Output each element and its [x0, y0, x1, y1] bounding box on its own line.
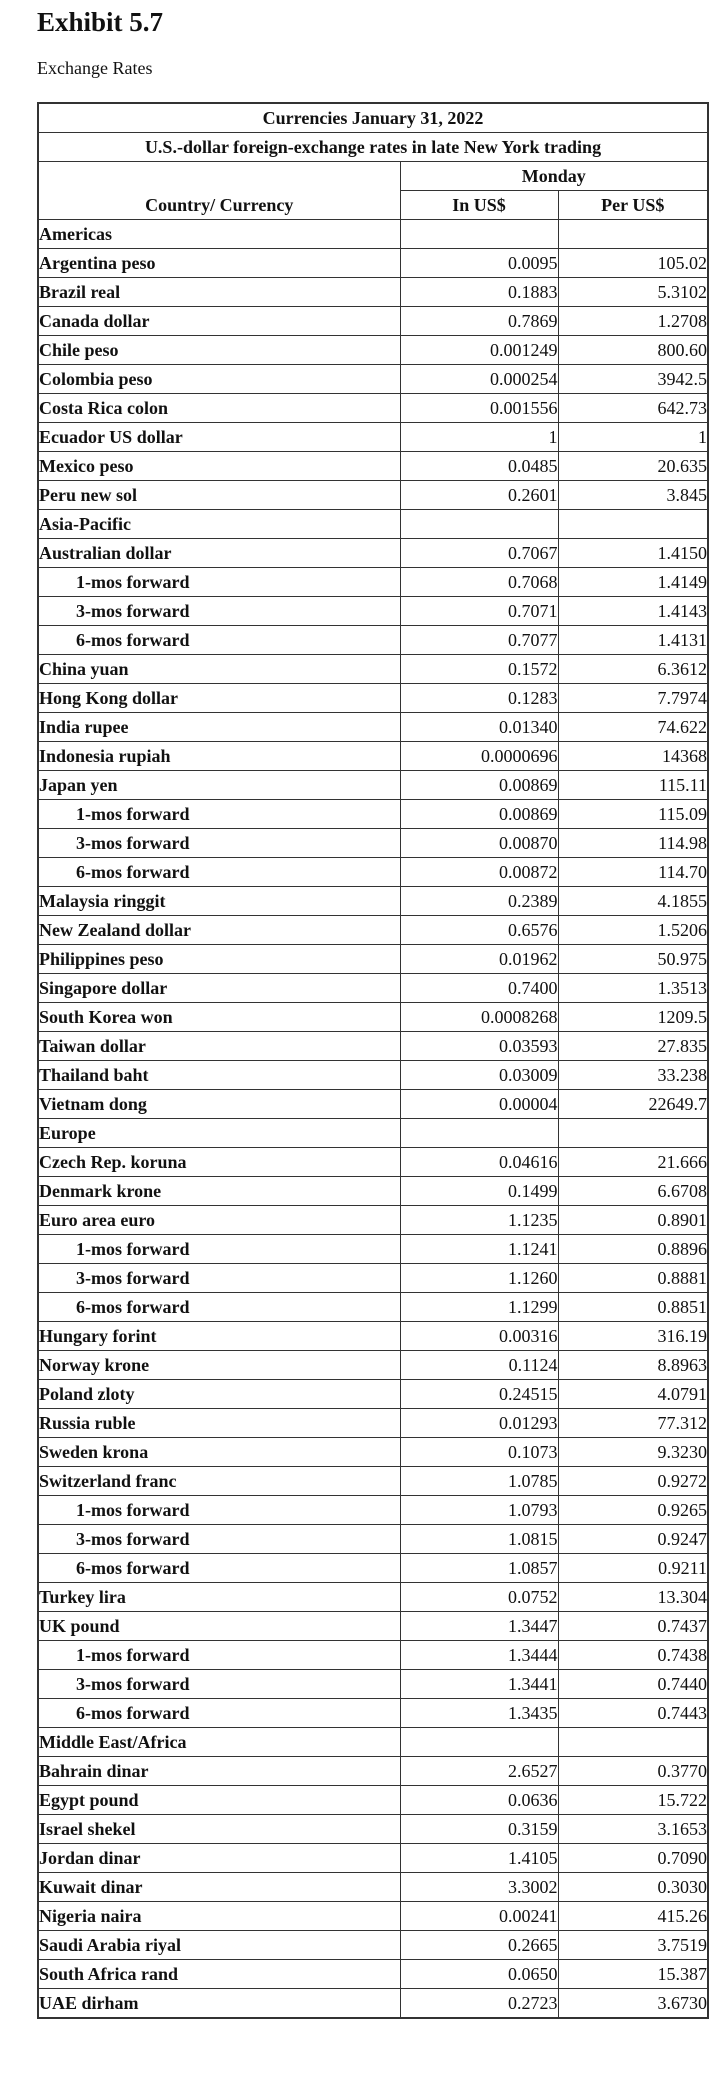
forward-rate-row	[38, 626, 708, 655]
currency-name: Colombia peso	[38, 365, 400, 394]
rate-per-usd: 50.975	[558, 945, 708, 974]
currency-row	[38, 887, 708, 916]
currency-name: Switzerland franc	[38, 1467, 400, 1496]
rate-per-usd: 0.7440	[558, 1670, 708, 1699]
rate-in-usd: 0.2723	[400, 1989, 558, 2019]
currency-name: Peru new sol	[38, 481, 400, 510]
currency-name: Egypt pound	[38, 1786, 400, 1815]
column-group-monday: Monday	[400, 162, 708, 191]
currency-name: Vietnam dong	[38, 1090, 400, 1119]
rate-in-usd: 0.7071	[400, 597, 558, 626]
rate-per-usd: 0.8851	[558, 1293, 708, 1322]
rate-in-usd: 0.01340	[400, 713, 558, 742]
currency-name: 3-mos forward	[38, 1525, 400, 1554]
rate-in-usd: 0.1499	[400, 1177, 558, 1206]
rate-per-usd: 114.70	[558, 858, 708, 887]
currency-name: Indonesia rupiah	[38, 742, 400, 771]
currency-name: Hungary forint	[38, 1322, 400, 1351]
region-label: Americas	[38, 220, 400, 249]
rate-per-usd: 0.9265	[558, 1496, 708, 1525]
rate-per-usd: 7.7974	[558, 684, 708, 713]
forward-rate-row	[38, 1554, 708, 1583]
rate-per-usd: 1.4150	[558, 539, 708, 568]
currency-name: 3-mos forward	[38, 597, 400, 626]
rate-in-usd: 1.0793	[400, 1496, 558, 1525]
rate-in-usd: 0.0650	[400, 1960, 558, 1989]
currency-row	[38, 974, 708, 1003]
rate-in-usd: 0.0095	[400, 249, 558, 278]
currency-row	[38, 1931, 708, 1960]
currency-row	[38, 1148, 708, 1177]
rate-per-usd: 0.7090	[558, 1844, 708, 1873]
rate-in-usd: 0.00316	[400, 1322, 558, 1351]
rate-in-usd: 0.00870	[400, 829, 558, 858]
rate-per-usd: 800.60	[558, 336, 708, 365]
rate-in-usd: 0.1883	[400, 278, 558, 307]
region-row	[38, 1119, 708, 1148]
currency-row	[38, 423, 708, 452]
rate-per-usd: 0.3770	[558, 1757, 708, 1786]
currency-name: 1-mos forward	[38, 1496, 400, 1525]
rate-per-usd: 1	[558, 423, 708, 452]
currency-row	[38, 1177, 708, 1206]
rate-per-usd: 642.73	[558, 394, 708, 423]
currency-name: Argentina peso	[38, 249, 400, 278]
rate-in-usd: 0.01962	[400, 945, 558, 974]
forward-rate-row	[38, 1525, 708, 1554]
region-row	[38, 1728, 708, 1757]
region-label: Europe	[38, 1119, 400, 1148]
currency-row	[38, 1989, 708, 2019]
forward-rate-row	[38, 1670, 708, 1699]
rate-in-usd: 0.1073	[400, 1438, 558, 1467]
rate-in-usd: 0.00241	[400, 1902, 558, 1931]
currency-name: Euro area euro	[38, 1206, 400, 1235]
rate-in-usd: 0.24515	[400, 1380, 558, 1409]
empty-cell	[400, 1728, 558, 1757]
rate-per-usd: 0.9272	[558, 1467, 708, 1496]
currency-row	[38, 452, 708, 481]
rate-per-usd: 1.3513	[558, 974, 708, 1003]
rate-in-usd: 0.01293	[400, 1409, 558, 1438]
currency-name: Bahrain dinar	[38, 1757, 400, 1786]
rate-per-usd: 77.312	[558, 1409, 708, 1438]
column-header-country: Country/ Currency	[38, 162, 400, 220]
rate-in-usd: 1.3441	[400, 1670, 558, 1699]
rate-in-usd: 0.001556	[400, 394, 558, 423]
rate-in-usd: 0.7869	[400, 307, 558, 336]
rate-per-usd: 0.8896	[558, 1235, 708, 1264]
currency-name: Hong Kong dollar	[38, 684, 400, 713]
forward-rate-row	[38, 1496, 708, 1525]
currency-row	[38, 278, 708, 307]
rate-in-usd: 0.0636	[400, 1786, 558, 1815]
rate-in-usd: 3.3002	[400, 1873, 558, 1902]
currency-name: Taiwan dollar	[38, 1032, 400, 1061]
subcaption-row	[38, 133, 708, 162]
currency-name: 6-mos forward	[38, 1699, 400, 1728]
rate-per-usd: 1.4143	[558, 597, 708, 626]
rate-per-usd: 0.8901	[558, 1206, 708, 1235]
rate-per-usd: 4.0791	[558, 1380, 708, 1409]
currency-name: 3-mos forward	[38, 1264, 400, 1293]
currency-row	[38, 1873, 708, 1902]
region-row	[38, 510, 708, 539]
currency-name: Japan yen	[38, 771, 400, 800]
exhibit-subtitle: Exchange Rates	[37, 58, 153, 78]
rate-per-usd: 0.7437	[558, 1612, 708, 1641]
region-row	[38, 220, 708, 249]
currency-row	[38, 539, 708, 568]
rate-in-usd: 0.00872	[400, 858, 558, 887]
rate-per-usd: 0.9211	[558, 1554, 708, 1583]
rate-per-usd: 8.8963	[558, 1351, 708, 1380]
rate-in-usd: 1.3444	[400, 1641, 558, 1670]
rate-per-usd: 1.5206	[558, 916, 708, 945]
rate-in-usd: 1.1260	[400, 1264, 558, 1293]
currency-row	[38, 365, 708, 394]
rate-in-usd: 0.1283	[400, 684, 558, 713]
rate-in-usd: 0.7077	[400, 626, 558, 655]
forward-rate-row	[38, 568, 708, 597]
forward-rate-row	[38, 1264, 708, 1293]
rate-per-usd: 33.238	[558, 1061, 708, 1090]
currency-row	[38, 916, 708, 945]
currency-row	[38, 1061, 708, 1090]
rate-in-usd: 0.0000696	[400, 742, 558, 771]
currency-name: Thailand baht	[38, 1061, 400, 1090]
rate-per-usd: 15.722	[558, 1786, 708, 1815]
rate-in-usd: 0.7068	[400, 568, 558, 597]
forward-rate-row	[38, 1293, 708, 1322]
rate-in-usd: 0.00869	[400, 771, 558, 800]
exhibit-title: Exhibit 5.7	[37, 7, 164, 37]
currency-row	[38, 1380, 708, 1409]
region-label: Middle East/Africa	[38, 1728, 400, 1757]
rate-in-usd: 0.0752	[400, 1583, 558, 1612]
currency-name: Philippines peso	[38, 945, 400, 974]
currency-name: Australian dollar	[38, 539, 400, 568]
rate-in-usd: 0.03009	[400, 1061, 558, 1090]
rate-in-usd: 0.0008268	[400, 1003, 558, 1032]
currency-name: Costa Rica colon	[38, 394, 400, 423]
rate-per-usd: 0.8881	[558, 1264, 708, 1293]
currency-name: 1-mos forward	[38, 568, 400, 597]
column-header-per-usd: Per US$	[558, 191, 708, 220]
rate-in-usd: 0.2665	[400, 1931, 558, 1960]
currency-name: 3-mos forward	[38, 829, 400, 858]
rate-per-usd: 21.666	[558, 1148, 708, 1177]
currency-name: UAE dirham	[38, 1989, 400, 2019]
forward-rate-row	[38, 858, 708, 887]
currency-row	[38, 1960, 708, 1989]
currency-row	[38, 1844, 708, 1873]
currency-name: Kuwait dinar	[38, 1873, 400, 1902]
rate-per-usd: 5.3102	[558, 278, 708, 307]
currency-name: Poland zloty	[38, 1380, 400, 1409]
currency-name: 6-mos forward	[38, 626, 400, 655]
currency-name: Nigeria naira	[38, 1902, 400, 1931]
currency-name: Saudi Arabia riyal	[38, 1931, 400, 1960]
rate-in-usd: 0.00869	[400, 800, 558, 829]
rate-in-usd: 0.2601	[400, 481, 558, 510]
rate-per-usd: 3.6730	[558, 1989, 708, 2019]
rate-per-usd: 1.4131	[558, 626, 708, 655]
currency-name: South Korea won	[38, 1003, 400, 1032]
rate-per-usd: 115.11	[558, 771, 708, 800]
currency-row	[38, 945, 708, 974]
rate-in-usd: 0.03593	[400, 1032, 558, 1061]
rate-in-usd: 1.0815	[400, 1525, 558, 1554]
currency-row	[38, 771, 708, 800]
currency-name: Malaysia ringgit	[38, 887, 400, 916]
currency-row	[38, 684, 708, 713]
rate-per-usd: 316.19	[558, 1322, 708, 1351]
rate-per-usd: 4.1855	[558, 887, 708, 916]
rate-in-usd: 0.04616	[400, 1148, 558, 1177]
rate-per-usd: 415.26	[558, 1902, 708, 1931]
group-header-row	[38, 162, 708, 191]
currency-name: 6-mos forward	[38, 1554, 400, 1583]
currency-name: 1-mos forward	[38, 1641, 400, 1670]
currency-row	[38, 1090, 708, 1119]
rate-per-usd: 1.4149	[558, 568, 708, 597]
rate-per-usd: 13.304	[558, 1583, 708, 1612]
rate-per-usd: 9.3230	[558, 1438, 708, 1467]
forward-rate-row	[38, 829, 708, 858]
rate-per-usd: 14368	[558, 742, 708, 771]
rate-in-usd: 1.4105	[400, 1844, 558, 1873]
currency-row	[38, 481, 708, 510]
rate-in-usd: 1.1235	[400, 1206, 558, 1235]
rate-per-usd: 0.7438	[558, 1641, 708, 1670]
rate-in-usd: 0.1572	[400, 655, 558, 684]
rate-per-usd: 6.6708	[558, 1177, 708, 1206]
rate-in-usd: 1.0857	[400, 1554, 558, 1583]
empty-cell	[558, 510, 708, 539]
forward-rate-row	[38, 1641, 708, 1670]
currency-name: 3-mos forward	[38, 1670, 400, 1699]
empty-cell	[558, 1728, 708, 1757]
currency-name: Singapore dollar	[38, 974, 400, 1003]
rate-in-usd: 0.1124	[400, 1351, 558, 1380]
rate-in-usd: 1.1241	[400, 1235, 558, 1264]
currency-row	[38, 1902, 708, 1931]
rate-in-usd: 1.0785	[400, 1467, 558, 1496]
currency-name: Czech Rep. koruna	[38, 1148, 400, 1177]
currency-row	[38, 1032, 708, 1061]
rate-per-usd: 27.835	[558, 1032, 708, 1061]
rate-in-usd: 0.7067	[400, 539, 558, 568]
currency-row	[38, 1351, 708, 1380]
currency-name: 6-mos forward	[38, 1293, 400, 1322]
table-header	[38, 103, 708, 220]
currency-name: UK pound	[38, 1612, 400, 1641]
currency-row	[38, 1438, 708, 1467]
empty-cell	[400, 510, 558, 539]
table-caption: Currencies January 31, 2022	[38, 103, 708, 133]
rate-per-usd: 74.622	[558, 713, 708, 742]
forward-rate-row	[38, 800, 708, 829]
rate-per-usd: 0.3030	[558, 1873, 708, 1902]
currency-name: Israel shekel	[38, 1815, 400, 1844]
rate-in-usd: 0.2389	[400, 887, 558, 916]
currency-name: Denmark krone	[38, 1177, 400, 1206]
currency-name: Jordan dinar	[38, 1844, 400, 1873]
currency-name: Sweden krona	[38, 1438, 400, 1467]
rate-in-usd: 1.3447	[400, 1612, 558, 1641]
currency-row	[38, 742, 708, 771]
currency-row	[38, 1206, 708, 1235]
currency-name: New Zealand dollar	[38, 916, 400, 945]
rate-per-usd: 0.9247	[558, 1525, 708, 1554]
rate-in-usd: 0.0485	[400, 452, 558, 481]
empty-cell	[400, 1119, 558, 1148]
region-label: Asia-Pacific	[38, 510, 400, 539]
forward-rate-row	[38, 597, 708, 626]
currency-row	[38, 1786, 708, 1815]
caption-row	[38, 103, 708, 133]
currency-row	[38, 1757, 708, 1786]
currency-row	[38, 249, 708, 278]
currency-row	[38, 713, 708, 742]
rate-per-usd: 3.7519	[558, 1931, 708, 1960]
currency-row	[38, 1322, 708, 1351]
currency-name: Ecuador US dollar	[38, 423, 400, 452]
currency-name: Canada dollar	[38, 307, 400, 336]
rate-in-usd: 0.000254	[400, 365, 558, 394]
currency-name: Turkey lira	[38, 1583, 400, 1612]
rate-in-usd: 1.3435	[400, 1699, 558, 1728]
forward-rate-row	[38, 1235, 708, 1264]
currency-row	[38, 394, 708, 423]
currency-name: China yuan	[38, 655, 400, 684]
currency-name: 6-mos forward	[38, 858, 400, 887]
rate-in-usd: 1.1299	[400, 1293, 558, 1322]
exchange-rates-table	[37, 102, 709, 2019]
rate-per-usd: 3942.5	[558, 365, 708, 394]
currency-row	[38, 1612, 708, 1641]
rate-in-usd: 0.7400	[400, 974, 558, 1003]
currency-row	[38, 655, 708, 684]
rate-in-usd: 2.6527	[400, 1757, 558, 1786]
currency-row	[38, 307, 708, 336]
rate-per-usd: 3.845	[558, 481, 708, 510]
rate-per-usd: 1209.5	[558, 1003, 708, 1032]
currency-name: Chile peso	[38, 336, 400, 365]
empty-cell	[558, 1119, 708, 1148]
rate-per-usd: 3.1653	[558, 1815, 708, 1844]
forward-rate-row	[38, 1699, 708, 1728]
empty-cell	[400, 220, 558, 249]
currency-row	[38, 1409, 708, 1438]
currency-row	[38, 336, 708, 365]
rate-per-usd: 105.02	[558, 249, 708, 278]
empty-cell	[558, 220, 708, 249]
rate-per-usd: 0.7443	[558, 1699, 708, 1728]
rate-in-usd: 0.001249	[400, 336, 558, 365]
currency-name: Mexico peso	[38, 452, 400, 481]
table-body	[38, 220, 708, 2019]
rate-in-usd: 0.6576	[400, 916, 558, 945]
rate-per-usd: 1.2708	[558, 307, 708, 336]
rate-per-usd: 20.635	[558, 452, 708, 481]
rate-per-usd: 6.3612	[558, 655, 708, 684]
currency-row	[38, 1583, 708, 1612]
column-header-in-usd: In US$	[400, 191, 558, 220]
currency-name: 1-mos forward	[38, 1235, 400, 1264]
currency-name: 1-mos forward	[38, 800, 400, 829]
currency-name: Norway krone	[38, 1351, 400, 1380]
currency-name: Russia ruble	[38, 1409, 400, 1438]
rate-in-usd: 1	[400, 423, 558, 452]
currency-row	[38, 1815, 708, 1844]
rate-in-usd: 0.00004	[400, 1090, 558, 1119]
currency-name: India rupee	[38, 713, 400, 742]
currency-name: Brazil real	[38, 278, 400, 307]
currency-row	[38, 1467, 708, 1496]
currency-name: South Africa rand	[38, 1960, 400, 1989]
table-subcaption: U.S.-dollar foreign-exchange rates in late New York trading	[38, 133, 708, 162]
rate-per-usd: 115.09	[558, 800, 708, 829]
rate-per-usd: 114.98	[558, 829, 708, 858]
rate-in-usd: 0.3159	[400, 1815, 558, 1844]
currency-row	[38, 1003, 708, 1032]
rate-per-usd: 15.387	[558, 1960, 708, 1989]
rate-per-usd: 22649.7	[558, 1090, 708, 1119]
